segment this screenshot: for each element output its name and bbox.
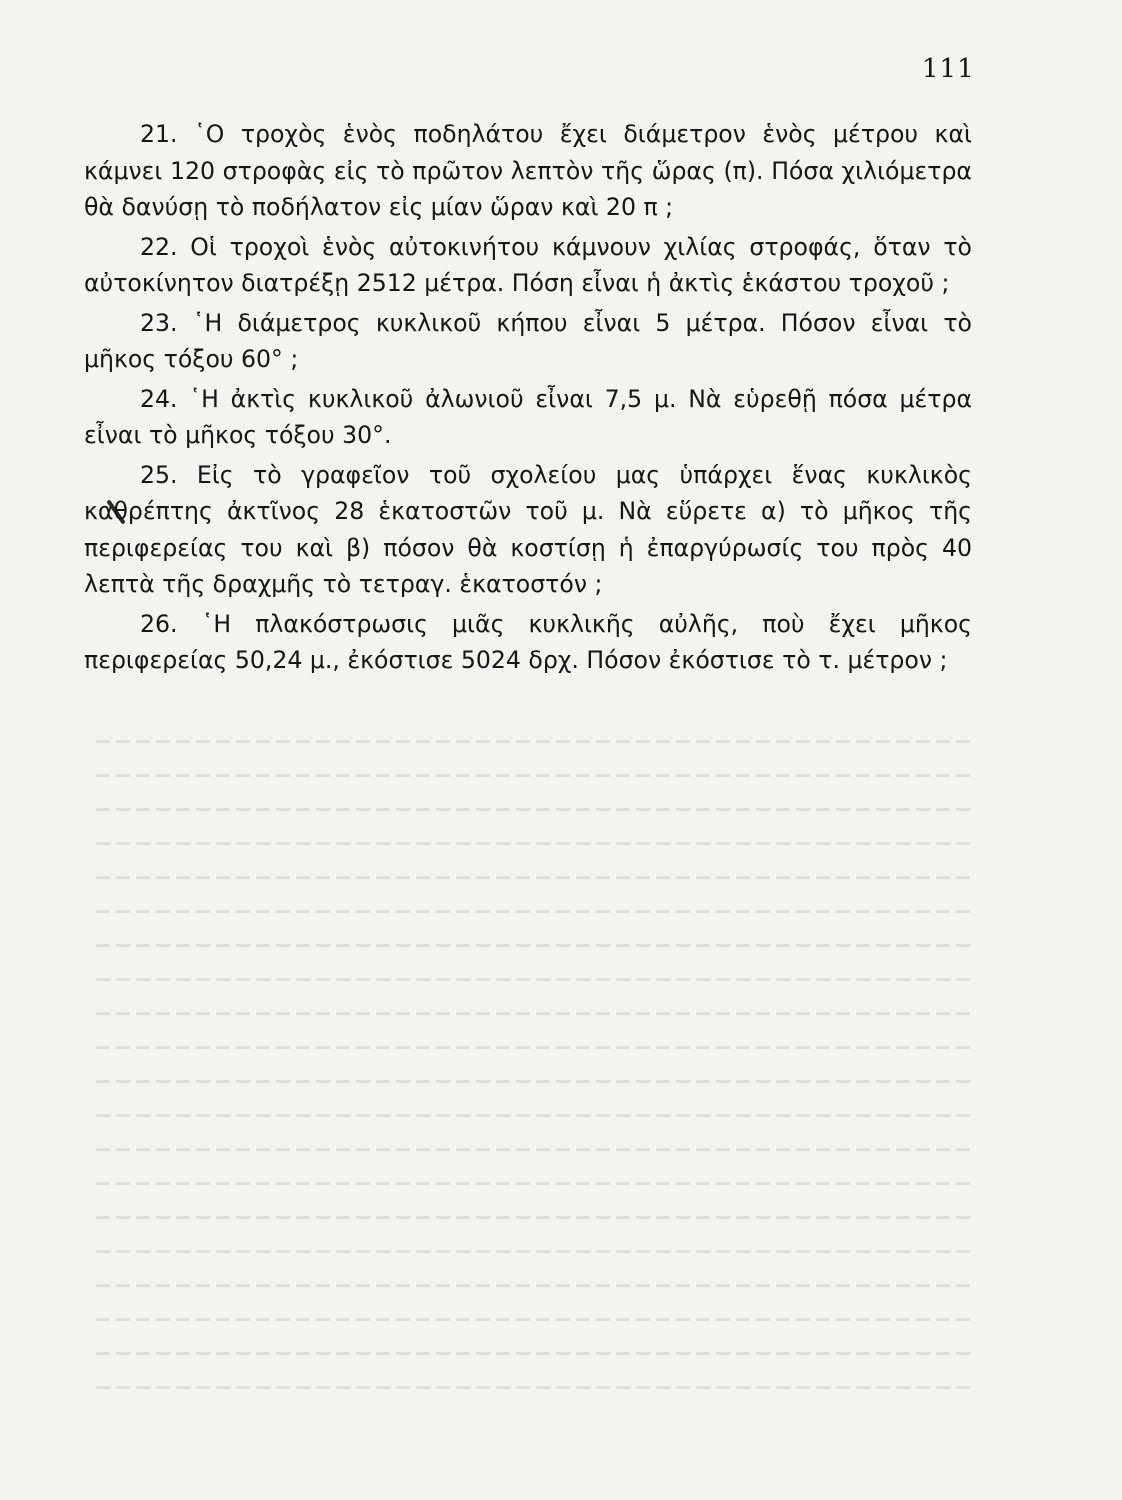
bleed-through-texture <box>96 740 976 1430</box>
exercise-24: 24. ῾Η ἀκτὶς κυκλικοῦ ἀλωνιοῦ εἶναι 7,5 μ. Νὰ εὑρεθῇ πόσα μέτρα εἶναι τὸ μῆκος τόξου 30°. <box>84 384 972 449</box>
exercise-22: 22. Οἱ τροχοὶ ἑνὸς αὐτοκινήτου κάμνουν χιλίας στροφάς, ὅταν τὸ αὐτοκίνητον διατρέξῃ 2512 μέτρα. Πόση εἶναι ἡ ἀκτὶς ἑκάστου τροχοῦ ; <box>84 232 972 297</box>
exercise-21: 21. ῾Ο τροχὸς ἑνὸς ποδηλάτου ἔχει διάμετρον ἑνὸς μέτρου καὶ κάμνει 120 στροφὰς εἰς τὸ πρῶτον λεπτὸν τῆς ὥρας (π). Πόσα χιλιόμετρα θὰ δανύσῃ τὸ ποδήλατον εἰς μίαν ὥραν καὶ 20 π ; <box>84 120 972 221</box>
exercise-list <box>84 116 972 679</box>
exercise-26: 26. ῾Η πλακόστρωσις μιᾶς κυκλικῆς αὐλῆς, ποὺ ἔχει μῆκος περιφερείας 50,24 μ., ἐκόστισε 5024 δρχ. Πόσον ἐκόστισε τὸ τ. μέτρον ; <box>84 609 972 674</box>
page-number: 111 <box>922 54 975 84</box>
exercise-23: 23. ῾Η διάμετρος κυκλικοῦ κήπου εἶναι 5 μέτρα. Πόσον εἶναι τὸ μῆκος τόξου 60° ; <box>84 308 972 373</box>
exercise-25: 25. Εἰς τὸ γραφεῖον τοῦ σχολείου μας ὑπάρχει ἕνας κυκλικὸς καθρέπτης ἀκτῖνος 28 ἑκατοστῶν τοῦ μ. Νὰ εὕρετε α) τὸ μῆκος τῆς περιφερείας του καὶ β) πόσον θὰ κοστίσῃ ἡ ἐπαργύρωσίς του πρὸς 40 λεπτὰ τῆς δραχμῆς τὸ τετραγ. ἑκατοστόν ; <box>84 460 972 598</box>
